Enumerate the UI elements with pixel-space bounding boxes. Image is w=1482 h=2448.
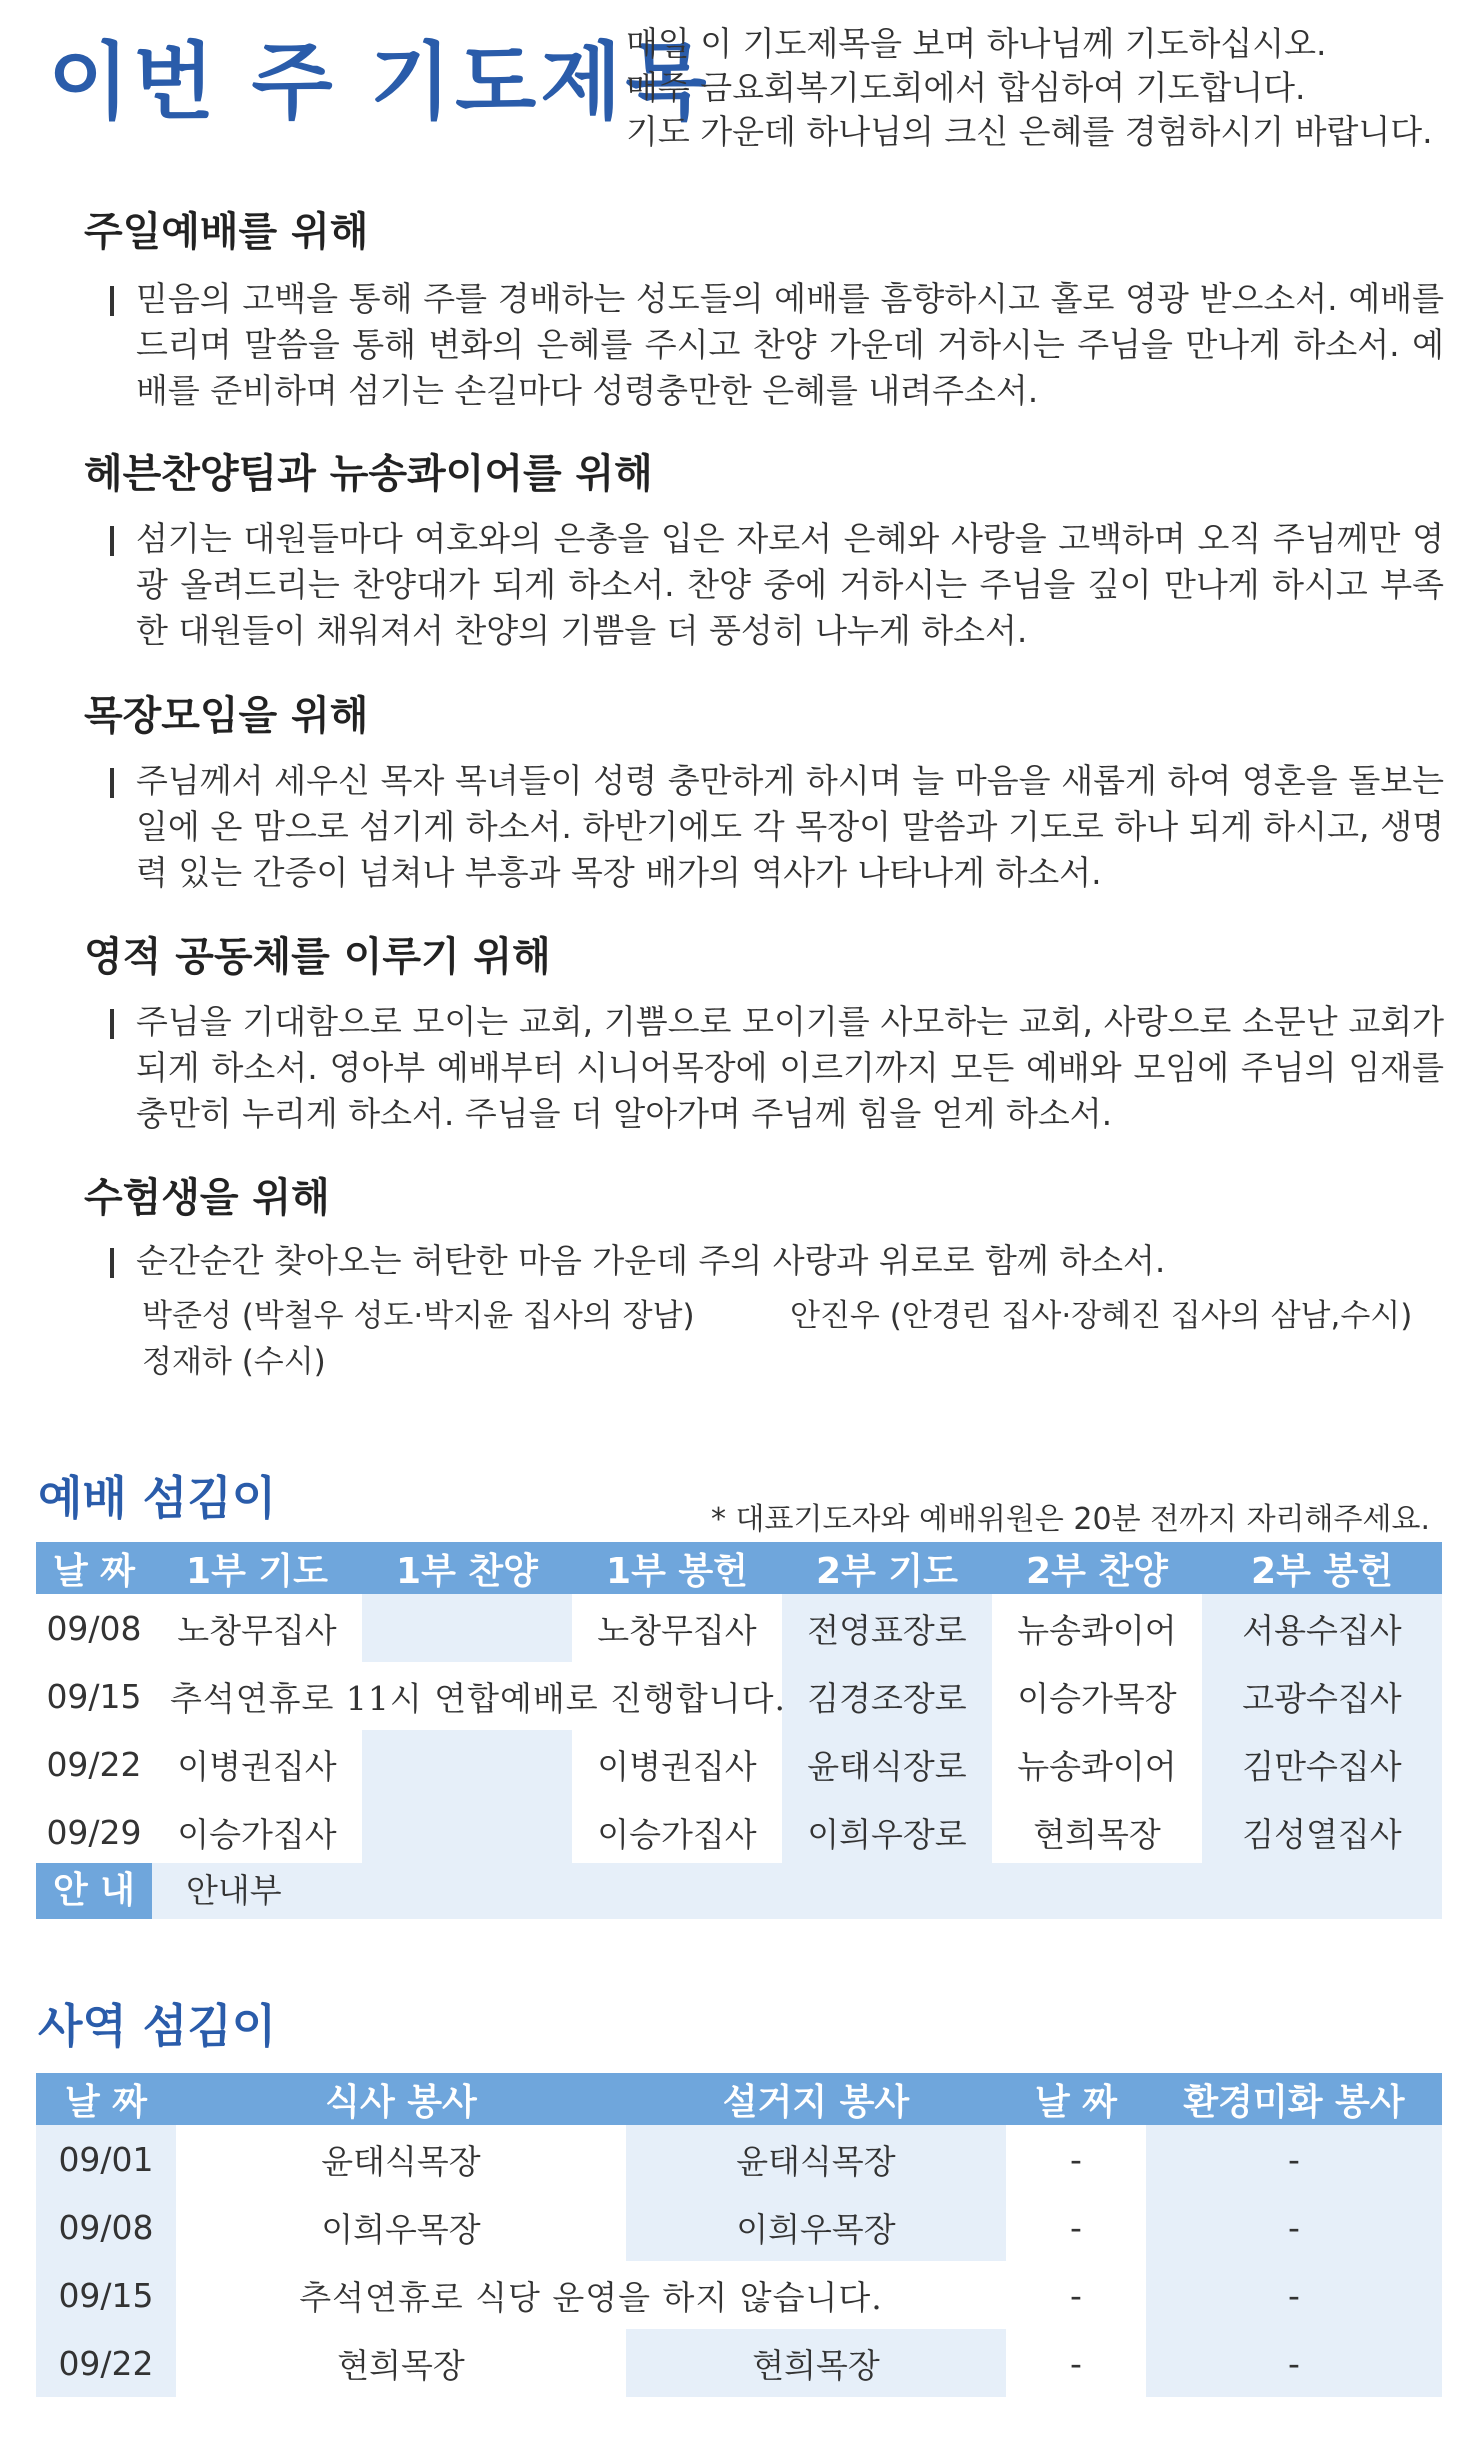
table-cell: 이승가집사 xyxy=(152,1798,362,1866)
section-text: 주님을 기대함으로 모이는 교회, 기쁨으로 모이기를 사모하는 교회, 사랑으로 소문난 교회가 되게 하소서. 영아부 예배부터 시니어목장에 이르기까지 모든 예배와 모임에 주님의 임재를 충만히 누리게 하소서. 주님을 더 알아가며 주님께 힘을 얻게 하소서. xyxy=(136,1002,1444,1133)
table-cell: 노창무집사 xyxy=(572,1594,782,1662)
table-cell: - xyxy=(1006,2125,1146,2193)
table-cell: 현희목장 xyxy=(626,2329,1006,2397)
column-header: 설거지 봉사 xyxy=(626,2073,1006,2125)
guide-label: 안 내 xyxy=(36,1863,152,1919)
table-cell-date: 09/29 xyxy=(36,1798,152,1866)
intro-line: 매일 이 기도제목을 보며 하나님께 기도하십시오. xyxy=(626,24,1327,63)
table-cell-date: 09/15 xyxy=(36,1662,152,1730)
student-name: 박준성 (박철우 성도·박지윤 집사의 장남) xyxy=(142,1298,695,1334)
table-cell: 현희목장 xyxy=(176,2329,626,2397)
section-bar xyxy=(110,526,114,556)
table-cell: - xyxy=(1006,2193,1146,2261)
section-heading-students: 수험생을 위해 xyxy=(84,1175,330,1221)
column-header: 날 짜 xyxy=(36,1542,152,1594)
section-body-community xyxy=(112,999,1444,1137)
table-cell: 이병권집사 xyxy=(152,1730,362,1798)
column-header: 환경미화 봉사 xyxy=(1146,2073,1442,2125)
table-cell: - xyxy=(1146,2261,1442,2329)
section-bar xyxy=(110,768,114,798)
table-cell: - xyxy=(1146,2193,1442,2261)
table-cell: 김경조장로 xyxy=(782,1662,992,1730)
table-cell: 이희우장로 xyxy=(782,1798,992,1866)
table-cell: - xyxy=(1006,2261,1146,2329)
table-cell-merged-note: 추석연휴로 식당 운영을 하지 않습니다. xyxy=(176,2261,1006,2329)
worship-section-title: 예배 섬김이 xyxy=(38,1471,277,1525)
table-cell: - xyxy=(1006,2329,1146,2397)
section-text: 주님께서 세우신 목자 목녀들이 성령 충만하게 하시며 늘 마음을 새롭게 하여 영혼을 돌보는 일에 온 맘으로 섬기게 하소서. 하반기에도 각 목장이 말씀과 기도로 하나 되게 하시고, 생명력 있는 간증이 넘쳐나 부흥과 목장 배가의 역사가 나타나게 하소서. xyxy=(136,761,1444,892)
table-cell: 뉴송콰이어 xyxy=(992,1594,1202,1662)
section-bar xyxy=(110,1248,114,1278)
guide-value: 안내부 xyxy=(186,1871,282,1910)
section-bar xyxy=(110,286,114,316)
table-cell-merged-note: 추석연휴로 11시 연합예배로 진행합니다. xyxy=(152,1662,782,1730)
table-cell xyxy=(362,1594,572,1662)
intro-line: 매주 금요회복기도회에서 합심하여 기도합니다. xyxy=(626,68,1306,107)
table-cell: 이병권집사 xyxy=(572,1730,782,1798)
table-cell: - xyxy=(1146,2125,1442,2193)
table-cell-date: 09/08 xyxy=(36,1594,152,1662)
guide-row xyxy=(36,1863,1442,1919)
table-header-row xyxy=(36,2073,1442,2125)
table-row xyxy=(36,2261,1442,2329)
table-cell-date: 09/15 xyxy=(36,2261,176,2329)
worship-table xyxy=(36,1542,1442,1866)
intro-text xyxy=(626,22,1433,154)
table-header-row xyxy=(36,1542,1442,1594)
section-body-cell-groups xyxy=(112,758,1444,896)
column-header: 1부 기도 xyxy=(152,1542,362,1594)
column-header: 2부 찬양 xyxy=(992,1542,1202,1594)
table-cell: 노창무집사 xyxy=(152,1594,362,1662)
column-header: 날 짜 xyxy=(1006,2073,1146,2125)
column-header: 식사 봉사 xyxy=(176,2073,626,2125)
table-cell: 김성열집사 xyxy=(1202,1798,1442,1866)
table-cell: 현희목장 xyxy=(992,1798,1202,1866)
section-bar xyxy=(110,1009,114,1039)
section-text: 순간순간 찾아오는 허탄한 마음 가운데 주의 사랑과 위로로 함께 하소서. xyxy=(136,1241,1166,1280)
table-cell: 윤태식목장 xyxy=(176,2125,626,2193)
table-cell: 김만수집사 xyxy=(1202,1730,1442,1798)
table-cell-date: 09/22 xyxy=(36,1730,152,1798)
section-heading-cell-groups: 목장모임을 위해 xyxy=(84,693,369,739)
section-body-students xyxy=(112,1238,1444,1284)
section-heading-community: 영적 공동체를 이루기 위해 xyxy=(84,934,551,980)
section-body-sunday-worship xyxy=(112,276,1444,414)
section-body-choir xyxy=(112,516,1444,654)
table-cell: 이희우목장 xyxy=(176,2193,626,2261)
student-name: 안진우 (안경린 집사·장혜진 집사의 삼남,수시) xyxy=(790,1298,1413,1334)
section-text: 섬기는 대원들마다 여호와의 은총을 입은 자로서 은혜와 사랑을 고백하며 오직 주님께만 영광 올려드리는 찬양대가 되게 하소서. 찬양 중에 거하시는 주님을 깊이 만나게 하시고 부족한 대원들이 채워져서 찬양의 기쁨을 더 풍성히 나누게 하소서. xyxy=(136,519,1444,650)
table-cell-date: 09/22 xyxy=(36,2329,176,2397)
worship-note: * 대표기도자와 예배위원은 20분 전까지 자리해주세요. xyxy=(711,1502,1430,1537)
table-cell: - xyxy=(1146,2329,1442,2397)
table-cell xyxy=(362,1730,572,1798)
table-row xyxy=(36,1594,1442,1662)
table-cell: 뉴송콰이어 xyxy=(992,1730,1202,1798)
table-row xyxy=(36,2193,1442,2261)
table-row xyxy=(36,2329,1442,2397)
section-heading-sunday-worship: 주일예배를 위해 xyxy=(84,209,369,255)
table-row xyxy=(36,1798,1442,1866)
column-header: 1부 찬양 xyxy=(362,1542,572,1594)
table-cell: 윤태식목장 xyxy=(626,2125,1006,2193)
table-cell xyxy=(362,1798,572,1866)
table-cell: 전영표장로 xyxy=(782,1594,992,1662)
table-cell-date: 09/08 xyxy=(36,2193,176,2261)
table-cell: 이승가집사 xyxy=(572,1798,782,1866)
ministry-table xyxy=(36,2073,1442,2397)
table-row xyxy=(36,1730,1442,1798)
table-cell: 이승가목장 xyxy=(992,1662,1202,1730)
table-cell: 윤태식장로 xyxy=(782,1730,992,1798)
table-cell: 이희우목장 xyxy=(626,2193,1006,2261)
page-title: 이번 주 기도제목 xyxy=(48,33,711,131)
table-row xyxy=(36,1662,1442,1730)
column-header: 2부 기도 xyxy=(782,1542,992,1594)
column-header: 1부 봉헌 xyxy=(572,1542,782,1594)
student-name: 정재하 (수시) xyxy=(142,1344,326,1380)
section-heading-choir: 헤븐찬양팀과 뉴송콰이어를 위해 xyxy=(84,451,653,497)
table-cell: 서용수집사 xyxy=(1202,1594,1442,1662)
column-header: 날 짜 xyxy=(36,2073,176,2125)
section-text: 믿음의 고백을 통해 주를 경배하는 성도들의 예배를 흠향하시고 홀로 영광 받으소서. 예배를 드리며 말씀을 통해 변화의 은혜를 주시고 찬양 가운데 거하시는 주님을 만나게 하소서. 예배를 준비하며 섬기는 손길마다 성령충만한 은혜를 내려주소서. xyxy=(136,279,1444,410)
table-row xyxy=(36,2125,1442,2193)
table-cell: 고광수집사 xyxy=(1202,1662,1442,1730)
ministry-section-title: 사역 섬김이 xyxy=(38,1999,277,2053)
intro-line: 기도 가운데 하나님의 크신 은혜를 경험하시기 바랍니다. xyxy=(626,112,1433,151)
table-cell-date: 09/01 xyxy=(36,2125,176,2193)
column-header: 2부 봉헌 xyxy=(1202,1542,1442,1594)
